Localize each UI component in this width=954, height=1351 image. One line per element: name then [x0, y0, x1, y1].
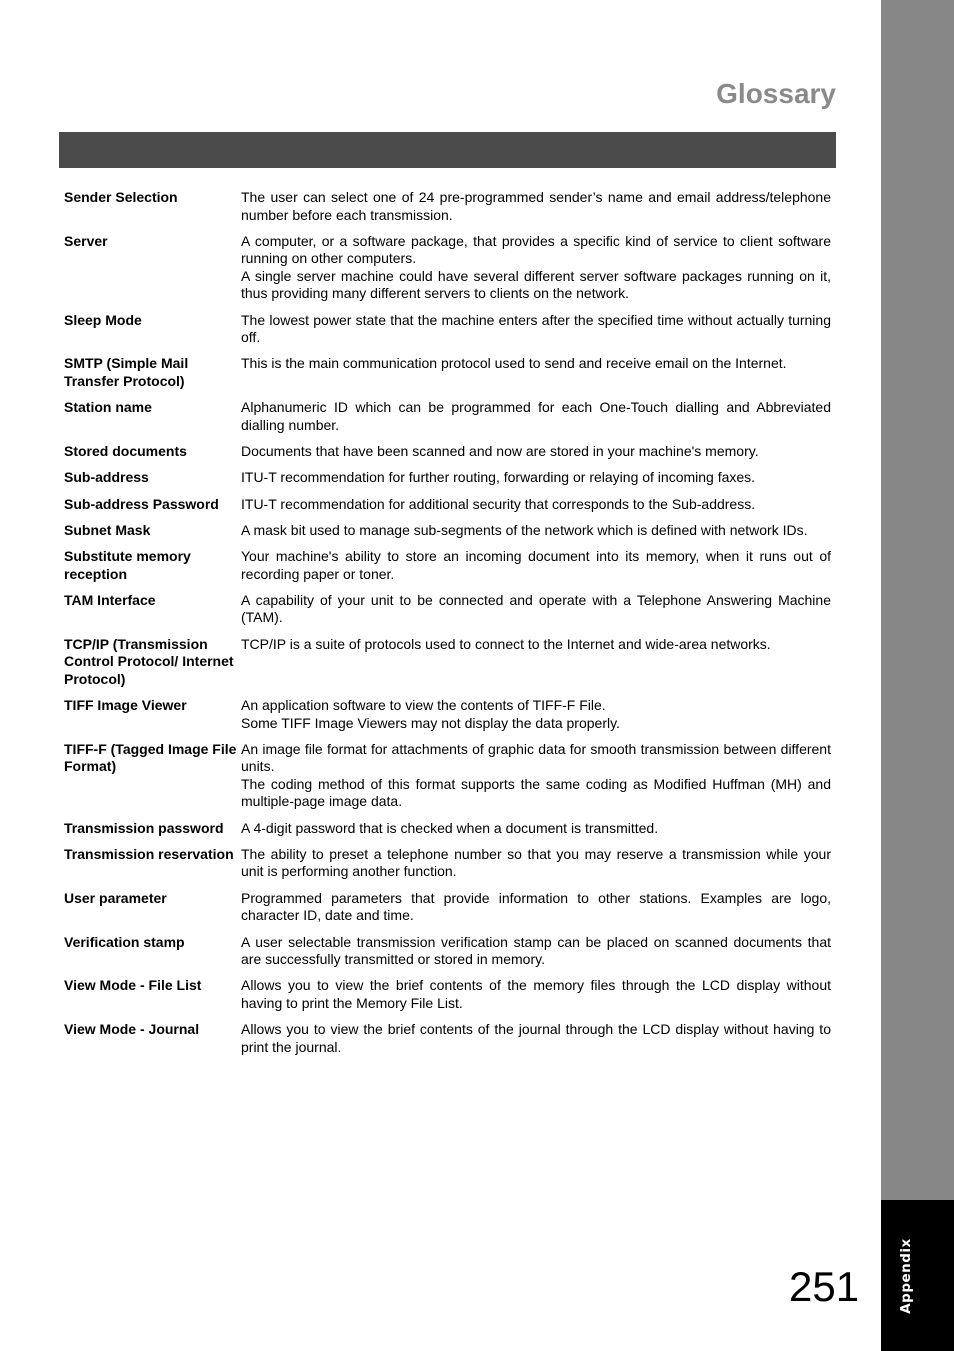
definition-paragraph: Programmed parameters that provide information to other stations. Examples are logo, character ID, date and time.	[241, 889, 831, 924]
glossary-term: Sleep Mode	[64, 311, 142, 328]
definition-paragraph: The coding method of this format supports the same coding as Modified Huffman (MH) and multiple-page image data.	[241, 775, 831, 810]
glossary-definition	[241, 548, 831, 583]
page-number: 251	[789, 1263, 860, 1310]
glossary-term: View Mode - File List	[64, 977, 202, 994]
glossary-term: Transmission password	[64, 819, 224, 836]
glossary-entry	[64, 820, 831, 838]
definition-paragraph: Your machine's ability to store an incoming document into its memory, when it runs out of recording paper or toner.	[241, 548, 831, 582]
glossary-definition	[241, 469, 831, 487]
glossary-list	[64, 189, 831, 1065]
glossary-entry	[64, 548, 831, 583]
glossary-entry	[64, 697, 831, 732]
glossary-entry	[64, 592, 831, 627]
definition-paragraph: An image file format for attachments of graphic data for smooth transmission between different units.	[241, 740, 831, 775]
glossary-definition	[241, 820, 831, 838]
glossary-entry	[64, 233, 831, 303]
glossary-definition	[241, 934, 831, 969]
definition-paragraph: Documents that have been scanned and now are stored in your machine's memory.	[241, 442, 759, 459]
glossary-entry	[64, 741, 831, 811]
glossary-definition	[241, 592, 831, 627]
glossary-entry	[64, 890, 831, 925]
glossary-definition	[241, 443, 831, 461]
definition-paragraph: A mask bit used to manage sub-segments of the network which is defined with network IDs.	[241, 521, 808, 538]
glossary-definition	[241, 399, 831, 434]
glossary-entry	[64, 469, 831, 487]
definition-paragraph: An application software to view the contents of TIFF-F File.	[241, 697, 606, 714]
glossary-entry	[64, 846, 831, 881]
glossary-term: Verification stamp	[64, 933, 185, 950]
glossary-entry	[64, 1021, 831, 1056]
glossary-entry	[64, 443, 831, 461]
glossary-definition	[241, 189, 831, 224]
definition-paragraph: A single server machine could have several different server software packages running on it, thus providing many different servers to clients on the network.	[241, 267, 831, 302]
glossary-definition	[241, 1021, 831, 1056]
glossary-entry	[64, 189, 831, 224]
glossary-term: TAM Interface	[64, 591, 156, 608]
definition-paragraph: TCP/IP is a suite of protocols used to connect to the Internet and wide-area networks.	[241, 635, 771, 652]
glossary-definition	[241, 846, 831, 881]
glossary-definition	[241, 355, 831, 390]
definition-paragraph: ITU-T recommendation for further routing, forwarding or relaying of incoming faxes.	[241, 469, 756, 486]
appendix-tab-label: Appendix	[898, 1238, 914, 1314]
side-band	[881, 0, 954, 1200]
definition-paragraph: ITU-T recommendation for additional security that corresponds to the Sub-address.	[241, 495, 756, 512]
glossary-entry	[64, 636, 831, 689]
glossary-entry	[64, 496, 831, 514]
definition-paragraph: Some TIFF Image Viewers may not display the data properly.	[241, 714, 620, 731]
glossary-term: Sender Selection	[64, 189, 178, 205]
definition-paragraph: This is the main communication protocol used to send and receive email on the Internet.	[241, 355, 787, 372]
glossary-entry	[64, 355, 831, 390]
glossary-definition	[241, 890, 831, 925]
definition-paragraph: A 4-digit password that is checked when a document is transmitted.	[241, 819, 659, 836]
glossary-entry	[64, 312, 831, 347]
glossary-term: Sub-address	[64, 469, 149, 486]
glossary-term: TIFF Image Viewer	[64, 697, 187, 714]
page-title: Glossary	[716, 78, 836, 109]
definition-paragraph: Allows you to view the brief contents of the memory files through the LCD display without having to print the Memory File List.	[241, 977, 831, 1011]
glossary-term: Transmission reservation	[64, 845, 234, 862]
glossary-term: Station name	[64, 399, 152, 416]
definition-paragraph: Alphanumeric ID which can be programmed for each One-Touch dialling and Abbreviated dialling number.	[241, 399, 831, 433]
definition-paragraph: Allows you to view the brief contents of the journal through the LCD display without having to print the journal.	[241, 1021, 831, 1055]
definition-paragraph: The ability to preset a telephone number so that you may reserve a transmission while your unit is performing another function.	[241, 845, 831, 880]
glossary-definition	[241, 312, 831, 347]
glossary-definition	[241, 741, 831, 811]
glossary-definition	[241, 636, 831, 689]
glossary-term: Substitute memory reception	[64, 548, 191, 582]
definition-paragraph: A user selectable transmission verification stamp can be placed on scanned documents that are successfully transmitted or stored in memory.	[241, 933, 831, 968]
glossary-term: TIFF-F (Tagged Image File Format)	[64, 740, 237, 775]
glossary-entry	[64, 977, 831, 1012]
glossary-entry	[64, 399, 831, 434]
glossary-entry	[64, 934, 831, 969]
glossary-definition	[241, 496, 831, 514]
definition-paragraph: The lowest power state that the machine enters after the specified time without actually turning off.	[241, 311, 831, 346]
glossary-term: Stored documents	[64, 442, 187, 459]
glossary-definition	[241, 233, 831, 303]
glossary-entry	[64, 522, 831, 540]
glossary-definition	[241, 977, 831, 1012]
glossary-term: SMTP (Simple Mail Transfer Protocol)	[64, 355, 189, 389]
glossary-term: TCP/IP (Transmission Control Protocol/ Internet Protocol)	[64, 635, 234, 687]
header-bar	[59, 132, 836, 168]
glossary-term: View Mode - Journal	[64, 1021, 200, 1038]
glossary-term: User parameter	[64, 889, 167, 906]
glossary-definition	[241, 522, 831, 540]
definition-paragraph: The user can select one of 24 pre-programmed sender’s name and email address/telephone number before each transmission.	[241, 189, 831, 223]
glossary-term: Server	[64, 232, 108, 249]
definition-paragraph: A capability of your unit to be connected and operate with a Telephone Answering Machine (TAM).	[241, 591, 831, 626]
definition-paragraph: A computer, or a software package, that provides a specific kind of service to client software running on other computers.	[241, 232, 831, 267]
glossary-definition	[241, 697, 831, 732]
glossary-term: Subnet Mask	[64, 521, 151, 538]
glossary-term: Sub-address Password	[64, 495, 219, 512]
appendix-tab	[881, 1200, 954, 1351]
